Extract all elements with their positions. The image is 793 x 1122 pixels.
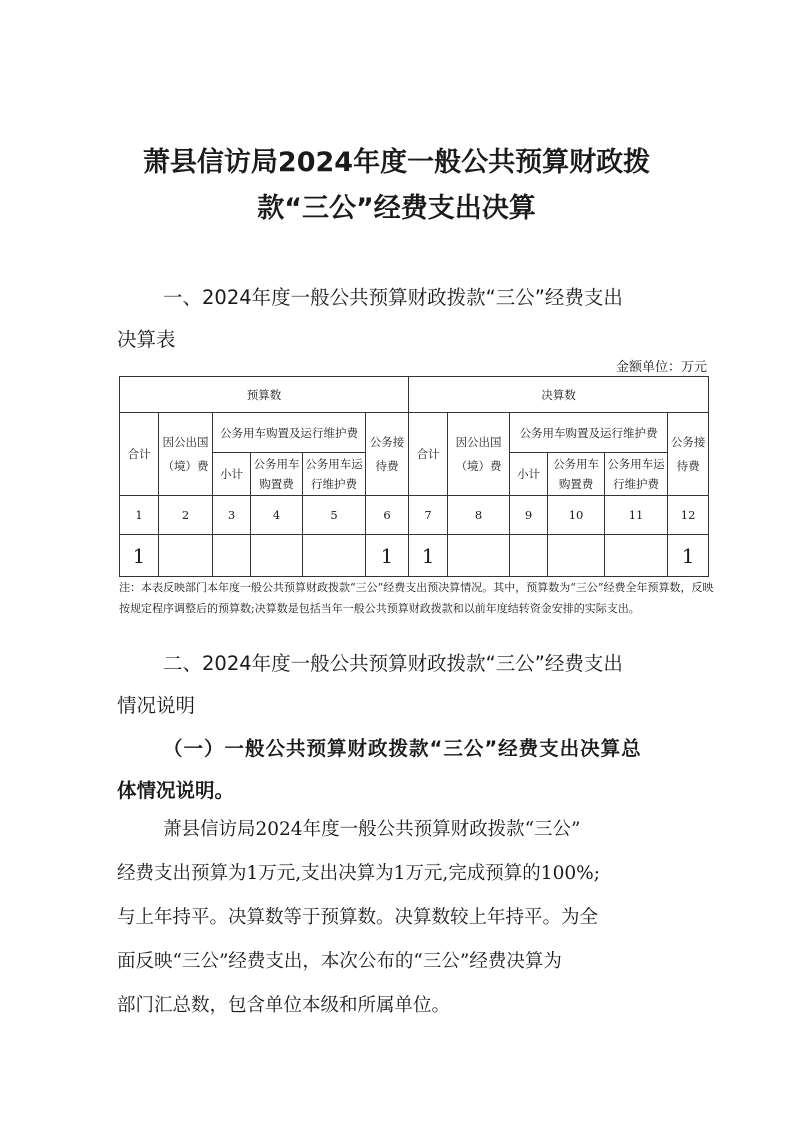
value-cell: 1 [120, 535, 159, 577]
column-number: 3 [213, 496, 251, 535]
paragraph-line-2: 经费支出预算为1万元,支出决算为1万元,完成预算的100%; [117, 863, 600, 884]
value-cell: 1 [668, 535, 709, 577]
header-subtotal: 小计 [213, 453, 251, 496]
paragraph-line-4: 面反映“三公”经费支出，本次公布的“三公”经费决算为 [117, 951, 562, 972]
header-vehicle-group: 公务用车购置及运行维护费 [510, 413, 668, 453]
header-vehicle-purchase: 公务用车购置费 [548, 453, 605, 496]
header-total: 合计 [120, 413, 159, 496]
document-title-line-1: 萧县信访局2024年度一般公共预算财政拨 [142, 147, 651, 178]
value-row [120, 535, 709, 577]
value-cell: 1 [366, 535, 409, 577]
section1-heading-line-1: 一、2024年度一般公共预算财政拨款“三公”经费支出 [163, 286, 623, 309]
table-unit-label: 金额单位：万元 [615, 360, 707, 375]
header-total: 合计 [409, 413, 448, 496]
paragraph-line-1: 萧县信访局2024年度一般公共预算财政拨款“三公” [163, 819, 581, 840]
column-number: 10 [548, 496, 605, 535]
column-number: 5 [303, 496, 366, 535]
value-cell [510, 535, 548, 577]
column-number: 4 [251, 496, 303, 535]
value-cell: 1 [409, 535, 448, 577]
header-vehicle-group: 公务用车购置及运行维护费 [213, 413, 366, 453]
value-cell [213, 535, 251, 577]
value-cell [159, 535, 213, 577]
three-public-expenses-table [119, 376, 709, 577]
column-number: 8 [448, 496, 510, 535]
column-number-row [120, 496, 709, 535]
header-reception: 公务接待费 [366, 413, 409, 496]
value-cell [303, 535, 366, 577]
column-number: 9 [510, 496, 548, 535]
column-number: 6 [366, 496, 409, 535]
group-header-final: 决算数 [409, 377, 709, 413]
subsection1-heading-line-1: （一）一般公共预算财政拨款“三公”经费支出决算总 [163, 737, 642, 760]
value-cell [251, 535, 303, 577]
header-abroad: 因公出国（境）费 [448, 413, 510, 496]
header-subtotal: 小计 [510, 453, 548, 496]
group-header-budget: 预算数 [120, 377, 409, 413]
section2-heading-line-1: 二、2024年度一般公共预算财政拨款“三公”经费支出 [163, 652, 623, 675]
column-number: 1 [120, 496, 159, 535]
header-vehicle-operation: 公务用车运行维护费 [605, 453, 668, 496]
section2-heading-line-2: 情况说明 [117, 694, 196, 717]
value-cell [448, 535, 510, 577]
value-cell [548, 535, 605, 577]
subsection1-heading-line-2: 体情况说明。 [117, 779, 235, 802]
paragraph-line-5: 部门汇总数，包含单位本级和所属单位。 [117, 995, 451, 1016]
document-title-line-2: 款“三公”经费支出决算 [257, 193, 536, 224]
header-abroad: 因公出国（境）费 [159, 413, 213, 496]
column-number: 2 [159, 496, 213, 535]
value-cell [605, 535, 668, 577]
column-number: 7 [409, 496, 448, 535]
header-vehicle-operation: 公务用车运行维护费 [303, 453, 366, 496]
section1-heading-line-2: 决算表 [117, 328, 176, 351]
column-number: 12 [668, 496, 709, 535]
table-note: 注：本表反映部门本年度一般公共预算财政拨款“三公”经费支出预决算情况。其中，预算数为“三公”经费全年预算数，反映按规定程序调整后的预算数;决算数是包括当年一般公共预算财政拨款和以前年度结转资金安排的实际支出。 [119, 581, 714, 615]
header-vehicle-purchase: 公务用车购置费 [251, 453, 303, 496]
column-number: 11 [605, 496, 668, 535]
header-reception: 公务接待费 [668, 413, 709, 496]
paragraph-line-3: 与上年持平。决算数等于预算数。决算数较上年持平。为全 [117, 907, 599, 928]
